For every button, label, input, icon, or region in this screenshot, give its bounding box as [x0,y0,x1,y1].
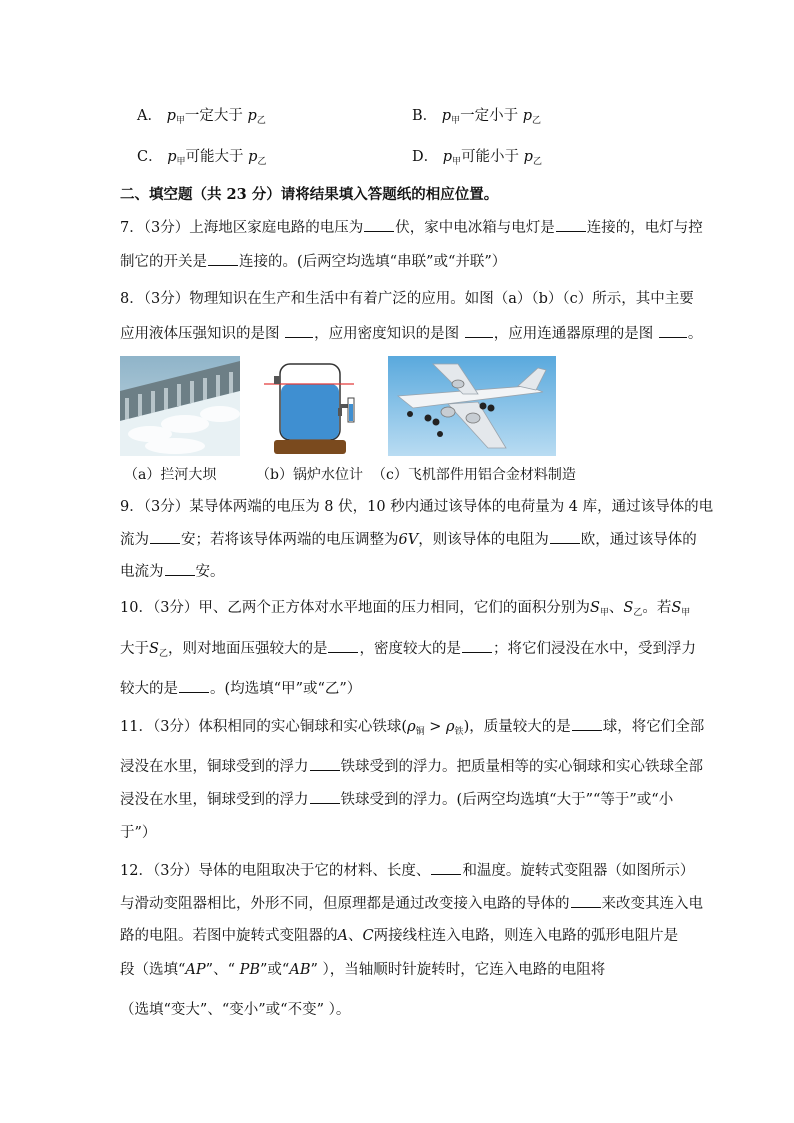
q10-line-2: 大于$S_乙$，则对地面压强较大的是 ，密度较大的是 ；将它们浸没在水中，受到浮力 [120,638,696,664]
answer-blank[interactable] [328,638,358,653]
answer-blank[interactable] [571,893,601,908]
answer-blank[interactable] [659,323,687,338]
q10-line-1: 10．（3分）甲、乙两个正方体对水平地面的压力相同，它们的面积分别为$S_甲$、$S_乙$。若$S_甲$ [120,600,691,618]
answer-blank[interactable] [572,716,602,731]
caption-c: （c）飞机部件用铝合金材料制造 [372,467,576,483]
q11-line-1: 11．（3分）体积相同的实心铜球和实心铁球$(\rho_铜 > \rho_铁)$，质量较大的是 球，将它们全部 [120,716,704,742]
q11-line-2: 浸没在水里，铜球受到的浮力 铁球受到的浮力。把质量相等的实心铜球和实心铁球全部 [120,756,703,777]
answer-blank[interactable] [310,756,340,771]
q12-line-1: 12．（3分）导体的电阻取决于它的材料、长度、 和温度。旋转式变阻器（如图所示） [120,860,694,881]
answer-blank[interactable] [310,789,340,804]
answer-blank[interactable] [550,529,580,544]
option-b[interactable]: B． $p_甲$一定小于 $p_乙$ [412,108,541,126]
airplane-image [388,356,556,456]
q7-line-1: 7．（3分）上海地区家庭电路的电压为 伏，家中电冰箱与电灯是 连接的，电灯与控 [120,217,703,238]
dam-image [120,356,240,456]
q9-line-3: 电流为 安。 [120,561,225,582]
q11-line-3: 浸没在水里，铜球受到的浮力 铁球受到的浮力。(后两空均选填“大于”“等于”或“小 [120,789,673,810]
q10-line-3: 较大的是 。(均选填“甲”或“乙”） [120,678,361,699]
q9-line-1: 9．（3分）某导体两端的电压为 8 伏，10 秒内通过该导体的电荷量为 4 库，通过该导体的电 [120,499,714,515]
q12-line-3: 路的电阻。若图中旋转式变阻器的A、C两接线柱连入电路，则连入电路的弧形电阻片是 [120,928,679,944]
caption-a: （a）拦河大坝 [124,467,217,483]
q12-line-2: 与滑动变阻器相比，外形不同，但原理都是通过改变接入电路的导体的 来改变其连入电 [120,893,703,914]
option-d[interactable]: D． $p_甲$可能小于 $p_乙$ [412,149,542,167]
answer-blank[interactable] [165,561,195,576]
q12-line-4: 段（选填“AP”、“ PB”或“AB” ），当轴顺时针旋转时，它连入电路的电阻将 [120,962,606,978]
answer-blank[interactable] [556,217,586,232]
q7-line-2: 制它的开关是 连接的。(后两空均选填“串联”或“并联”） [120,251,506,272]
boiler-gauge-image [262,356,362,456]
answer-blank[interactable] [465,323,493,338]
answer-blank[interactable] [431,860,461,875]
caption-b: （b）锅炉水位计 [256,467,363,483]
answer-blank[interactable] [208,251,238,266]
option-a[interactable]: A． $p_甲$一定大于 $p_乙$ [137,108,266,126]
answer-blank[interactable] [150,529,180,544]
option-c[interactable]: C． $p_甲$可能大于 $p_乙$ [137,149,267,167]
answer-blank[interactable] [462,638,492,653]
q12-line-5: （选填“变大”、“变小”或“不变” ）。 [120,1002,351,1018]
answer-blank[interactable] [179,678,209,693]
q11-line-4: 于”） [120,825,157,841]
answer-blank[interactable] [364,217,394,232]
section-heading: 二、填空题（共 23 分）请将结果填入答题纸的相应位置。 [120,186,499,203]
q8-line-2: 应用液体压强知识的是图 ，应用密度知识的是图 ，应用连通器原理的是图 。 [120,323,702,344]
q8-line-1: 8．（3分）物理知识在生产和生活中有着广泛的应用。如图（a）（b）（c）所示，其中主要 [120,291,694,307]
answer-blank[interactable] [285,323,313,338]
q9-line-2: 流为 安；若将该导体两端的电压调整为6V，则该导体的电阻为 欧，通过该导体的 [120,529,697,550]
